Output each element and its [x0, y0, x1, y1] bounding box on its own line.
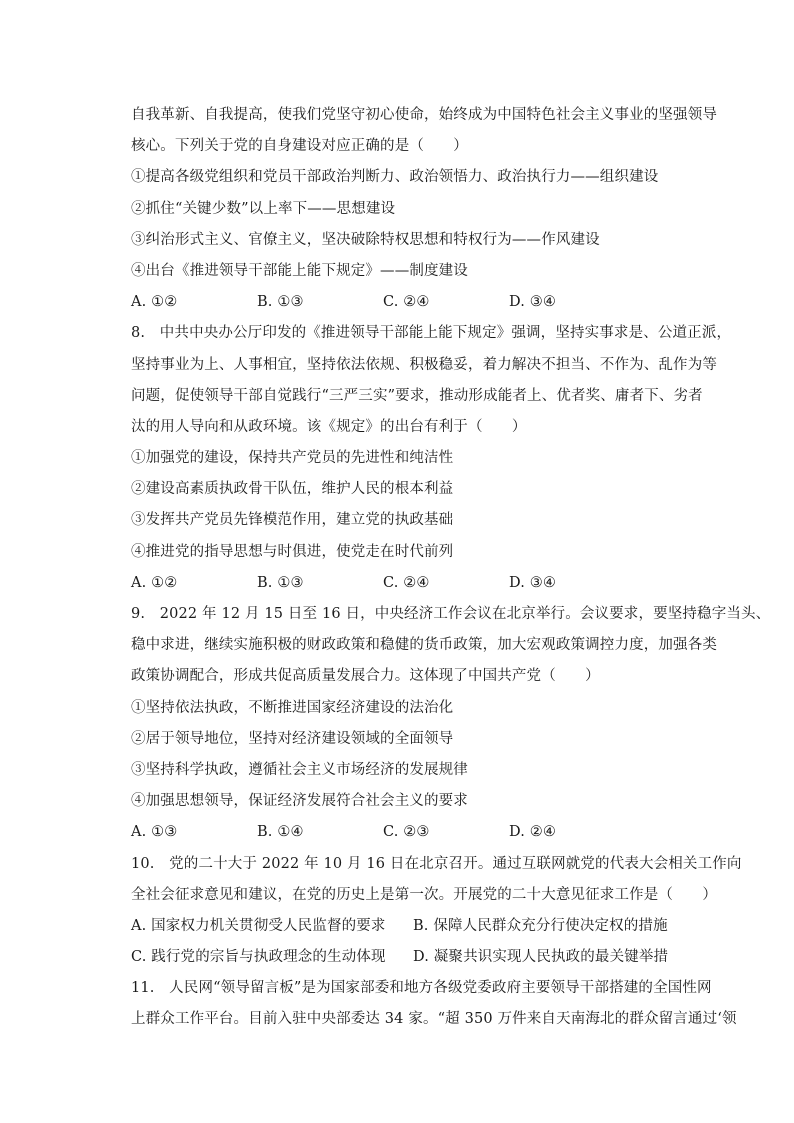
question-9	[131, 599, 771, 849]
question-stem-line: 8. 中共中央办公厅印发的《推进领导干部能上能下规定》强调，坚持实事求是、公道正派，	[131, 325, 732, 342]
question-stem-line: 问题，促使领导干部自觉践行“三严三实”要求，推动形成能者上、优者奖、庸者下、劣者	[131, 387, 703, 404]
option-d[interactable]: D. ②④	[509, 824, 557, 841]
question-8	[131, 318, 732, 599]
option-b[interactable]: B. ①③	[257, 574, 304, 591]
option-b[interactable]: B. 保障人民群众充分行使决定权的措施	[413, 917, 668, 934]
option-c[interactable]: C. ②④	[383, 574, 430, 591]
question-stem-line: 政策协调配合，形成共促高质量发展合力。这体现了中国共产党（ ）	[131, 668, 600, 685]
answer-options	[131, 287, 691, 318]
option-a[interactable]: A. 国家权力机关贯彻受人民监督的要求	[131, 917, 386, 934]
statement-item: ④推进党的指导思想与时俱进，使党走在时代前列	[131, 543, 454, 560]
answer-options	[131, 568, 691, 599]
question-stem-line: 稳中求进，继续实施积极的财政政策和稳健的货币政策，加大宏观政策调控力度，加强各类	[131, 637, 717, 654]
answer-options-row	[131, 911, 691, 942]
option-c[interactable]: C. ②③	[383, 824, 430, 841]
option-d[interactable]: D. 凝聚共识实现人民执政的最关键举措	[413, 949, 669, 966]
question-stem-line: 自我革新、自我提高，使我们党坚守初心使命，始终成为中国特色社会主义事业的坚强领导	[131, 107, 717, 123]
statement-item: ②建设高素质执政骨干队伍，维护人民的根本利益	[131, 481, 454, 498]
option-a[interactable]: A. ①②	[131, 574, 178, 591]
statement-item: ③发挥共产党员先锋模范作用，建立党的执政基础	[131, 512, 454, 529]
question-stem-line: 11. 人民网“领导留言板”是为国家部委和地方各级党委政府主要领导干部搭建的全国性网	[131, 980, 712, 997]
statement-item: ①加强党的建设，保持共产党员的先进性和纯洁性	[131, 450, 454, 467]
statement-item: ③纠治形式主义、官僚主义，坚决破除特权思想和特权行为——作风建设	[131, 231, 600, 248]
question-stem-line: 坚持事业为上、人事相宜，坚持依法依规、积极稳妥，着力解决不担当、不作为、乱作为等	[131, 356, 717, 373]
statement-item: ②抓住“关键少数”以上率下——思想建设	[131, 200, 396, 217]
answer-options	[131, 817, 691, 848]
option-c[interactable]: C. ②④	[383, 294, 430, 311]
statement-item: ④出台《推进领导干部能上能下规定》——制度建设	[131, 262, 468, 279]
option-b[interactable]: B. ①③	[257, 294, 304, 311]
option-c[interactable]: C. 践行党的宗旨与执政理念的生动体现	[131, 949, 386, 966]
statement-item: ④加强思想领导，保证经济发展符合社会主义的要求	[131, 793, 468, 810]
question-stem-line: 核心。下列关于党的自身建设对应正确的是（ ）	[131, 138, 468, 155]
question-7	[131, 100, 717, 318]
question-11	[131, 973, 737, 1035]
statement-item: ①提高各级党组织和党员干部政治判断力、政治领悟力、政治执行力——组织建设	[131, 169, 659, 186]
option-d[interactable]: D. ③④	[509, 574, 557, 591]
option-b[interactable]: B. ①④	[257, 824, 304, 841]
question-stem-line: 10. 党的二十大于 2022 年 10 月 16 日在北京召开。通过互联网就党的代表大会相关工作向	[131, 855, 742, 872]
question-10	[131, 849, 742, 974]
option-d[interactable]: D. ③④	[509, 294, 557, 311]
option-a[interactable]: A. ①③	[131, 824, 178, 841]
question-stem-line: 上群众工作平台。目前入驻中央部委达 34 家。“超 350 万件来自天南海北的群众留言通过‘领	[131, 1011, 737, 1028]
statement-item: ②居于领导地位，坚持对经济建设领域的全面领导	[131, 730, 454, 747]
answer-options-row	[131, 942, 691, 973]
statement-item: ③坚持科学执政，遵循社会主义市场经济的发展规律	[131, 761, 468, 778]
statement-item: ①坚持依法执政，不断推进国家经济建设的法治化	[131, 699, 454, 716]
option-a[interactable]: A. ①②	[131, 294, 178, 311]
question-stem-line: 全社会征求意见和建议，在党的历史上是第一次。开展党的二十大意见征求工作是（ ）	[131, 886, 717, 903]
question-stem-line: 9. 2022 年 12 月 15 日至 16 日，中央经济工作会议在北京举行。会议要求，要坚持稳字当头、	[131, 606, 771, 622]
question-stem-line: 汰的用人导向和从政环境。该《规定》的出台有利于（ ）	[131, 418, 527, 435]
exam-page	[131, 100, 771, 1036]
